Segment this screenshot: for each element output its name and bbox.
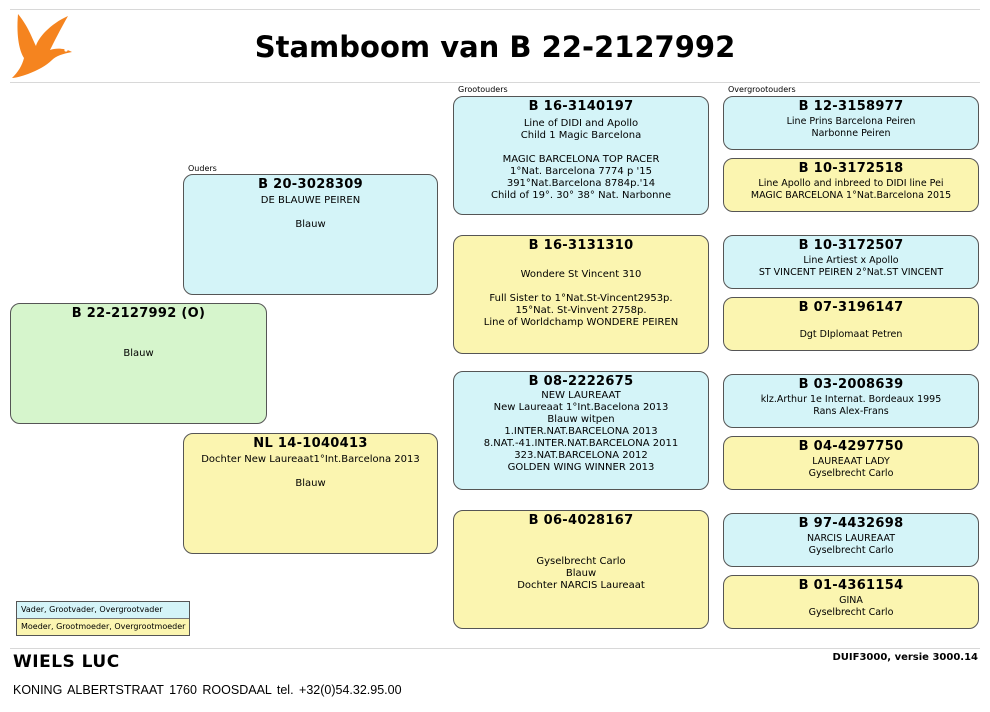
card-line bbox=[724, 317, 978, 329]
label-grootouders: Grootouders bbox=[458, 85, 508, 94]
pedigree-card-father[interactable] bbox=[183, 174, 438, 295]
legend-female: Moeder, Grootmoeder, Overgrootmoeder bbox=[17, 618, 189, 635]
top-divider bbox=[10, 9, 980, 10]
card-line: Gyselbrecht Carlo bbox=[536, 556, 626, 567]
card-line bbox=[454, 142, 708, 154]
legend-male: Vader, Grootvader, Overgrootvader bbox=[17, 602, 189, 618]
label-overgrootouders: Overgrootouders bbox=[728, 85, 796, 94]
ring-number: B 06-4028167 bbox=[528, 513, 634, 528]
card-line: Blauw bbox=[565, 568, 597, 579]
ring-number: B 10-3172507 bbox=[798, 238, 904, 253]
ring-number: B 01-4361154 bbox=[798, 578, 904, 593]
card-line: Line of DIDI and Apollo bbox=[523, 118, 639, 129]
card-line: 323.NAT.BARCELONA 2012 bbox=[514, 450, 648, 461]
ring-number: B 10-3172518 bbox=[798, 161, 904, 176]
card-line bbox=[184, 466, 437, 478]
card-line: Gyselbrecht Carlo bbox=[808, 545, 894, 556]
pedigree-card-grandmother-maternal[interactable] bbox=[453, 510, 709, 629]
card-line: 391°Nat.Barcelona 8784p.'14 bbox=[506, 178, 656, 189]
card-line bbox=[11, 324, 266, 336]
ring-number: B 22-2127992 (O) bbox=[71, 306, 206, 321]
pedigree-card-great-grandparent-4[interactable] bbox=[723, 297, 979, 351]
card-line: LAUREAAT LADY bbox=[812, 456, 890, 467]
ring-number: B 16-3131310 bbox=[528, 238, 634, 253]
card-line: Dochter New Laureaat1°Int.Barcelona 2013 bbox=[201, 454, 420, 465]
card-line: DE BLAUWE PEIREN bbox=[260, 195, 361, 206]
card-line bbox=[184, 207, 437, 219]
card-line: 1.INTER.NAT.BARCELONA 2013 bbox=[504, 426, 658, 437]
footer-divider bbox=[10, 648, 980, 649]
card-line: 8.NAT.-41.INTER.NAT.BARCELONA 2011 bbox=[483, 438, 679, 449]
software-version: DUIF3000, versie 3000.14 bbox=[832, 652, 978, 663]
pedigree-card-grandmother-paternal[interactable] bbox=[453, 235, 709, 354]
ring-number: B 16-3140197 bbox=[528, 99, 634, 114]
card-line: ST VINCENT PEIREN 2°Nat.ST VINCENT bbox=[758, 267, 944, 278]
pedigree-card-grandfather-paternal[interactable] bbox=[453, 96, 709, 215]
card-line: Gyselbrecht Carlo bbox=[808, 468, 894, 479]
ring-number: B 12-3158977 bbox=[798, 99, 904, 114]
pedigree-card-grandfather-maternal[interactable] bbox=[453, 371, 709, 490]
ring-number: B 07-3196147 bbox=[798, 300, 904, 315]
card-line: Child 1 Magic Barcelona bbox=[520, 130, 642, 141]
card-line bbox=[454, 532, 708, 544]
card-line: Blauw bbox=[295, 219, 326, 230]
card-line: Dochter NARCIS Laureaat bbox=[517, 580, 645, 591]
ring-number: NL 14-1040413 bbox=[253, 436, 368, 451]
pedigree-card-great-grandparent-3[interactable] bbox=[723, 235, 979, 289]
card-line bbox=[11, 336, 266, 348]
card-line: Narbonne Peiren bbox=[811, 128, 891, 139]
ring-number: B 97-4432698 bbox=[798, 516, 904, 531]
owner-address: KONING ALBERTSTRAAT 1760 ROOSDAAL tel. +32(0)54.32.95.00 bbox=[13, 683, 402, 697]
pedigree-card-mother[interactable] bbox=[183, 433, 438, 554]
card-line: Dgt DIplomaat Petren bbox=[799, 329, 903, 340]
card-line: NEW LAUREAAT bbox=[541, 390, 621, 401]
owner-name: WIELS LUC bbox=[13, 652, 120, 672]
color-legend bbox=[16, 601, 190, 636]
card-line: Child of 19°. 30° 38° Nat. Narbonne bbox=[490, 190, 671, 201]
pedigree-card-subject[interactable] bbox=[10, 303, 267, 424]
card-line: Blauw bbox=[123, 348, 154, 359]
card-line: MAGIC BARCELONA TOP RACER bbox=[502, 154, 660, 165]
card-line: Rans Alex-Frans bbox=[813, 406, 889, 417]
card-line: Blauw witpen bbox=[547, 414, 615, 425]
card-line: GOLDEN WING WINNER 2013 bbox=[507, 462, 655, 473]
card-line: Full Sister to 1°Nat.St-Vincent2953p. bbox=[489, 293, 673, 304]
card-line: klz.Arthur 1e Internat. Bordeaux 1995 bbox=[760, 394, 942, 405]
card-line bbox=[454, 257, 708, 269]
pedigree-card-great-grandparent-5[interactable] bbox=[723, 374, 979, 428]
pedigree-card-great-grandparent-1[interactable] bbox=[723, 96, 979, 150]
card-line: Line Artiest x Apollo bbox=[803, 255, 899, 266]
pedigree-card-great-grandparent-2[interactable] bbox=[723, 158, 979, 212]
pedigree-card-great-grandparent-7[interactable] bbox=[723, 513, 979, 567]
card-line: 1°Nat. Barcelona 7774 p '15 bbox=[510, 166, 652, 177]
pedigree-card-great-grandparent-8[interactable] bbox=[723, 575, 979, 629]
ring-number: B 04-4297750 bbox=[798, 439, 904, 454]
card-line: Line of Worldchamp WONDERE PEIREN bbox=[483, 317, 679, 328]
label-ouders: Ouders bbox=[188, 164, 217, 173]
card-line bbox=[454, 281, 708, 293]
card-line: NARCIS LAUREAAT bbox=[806, 533, 896, 544]
ring-number: B 08-2222675 bbox=[528, 374, 634, 389]
card-line: New Laureaat 1°Int.Bacelona 2013 bbox=[493, 402, 669, 413]
card-line: GINA bbox=[839, 595, 863, 606]
ring-number: B 20-3028309 bbox=[258, 177, 363, 192]
card-line: Wondere St Vincent 310 bbox=[520, 269, 642, 280]
card-line: Line Apollo and inbreed to DIDI line Pei bbox=[758, 178, 944, 189]
page-title: Stamboom van B 22-2127992 bbox=[254, 30, 736, 64]
card-line: Line Prins Barcelona Peiren bbox=[786, 116, 916, 127]
header-divider bbox=[10, 82, 980, 83]
card-line: Gyselbrecht Carlo bbox=[808, 607, 894, 618]
card-line: Blauw bbox=[295, 478, 326, 489]
card-line: MAGIC BARCELONA 1°Nat.Barcelona 2015 bbox=[750, 190, 952, 201]
ring-number: B 03-2008639 bbox=[798, 377, 904, 392]
card-line: 15°Nat. St-Vinvent 2758p. bbox=[515, 305, 647, 316]
card-line bbox=[454, 544, 708, 556]
pedigree-card-great-grandparent-6[interactable] bbox=[723, 436, 979, 490]
